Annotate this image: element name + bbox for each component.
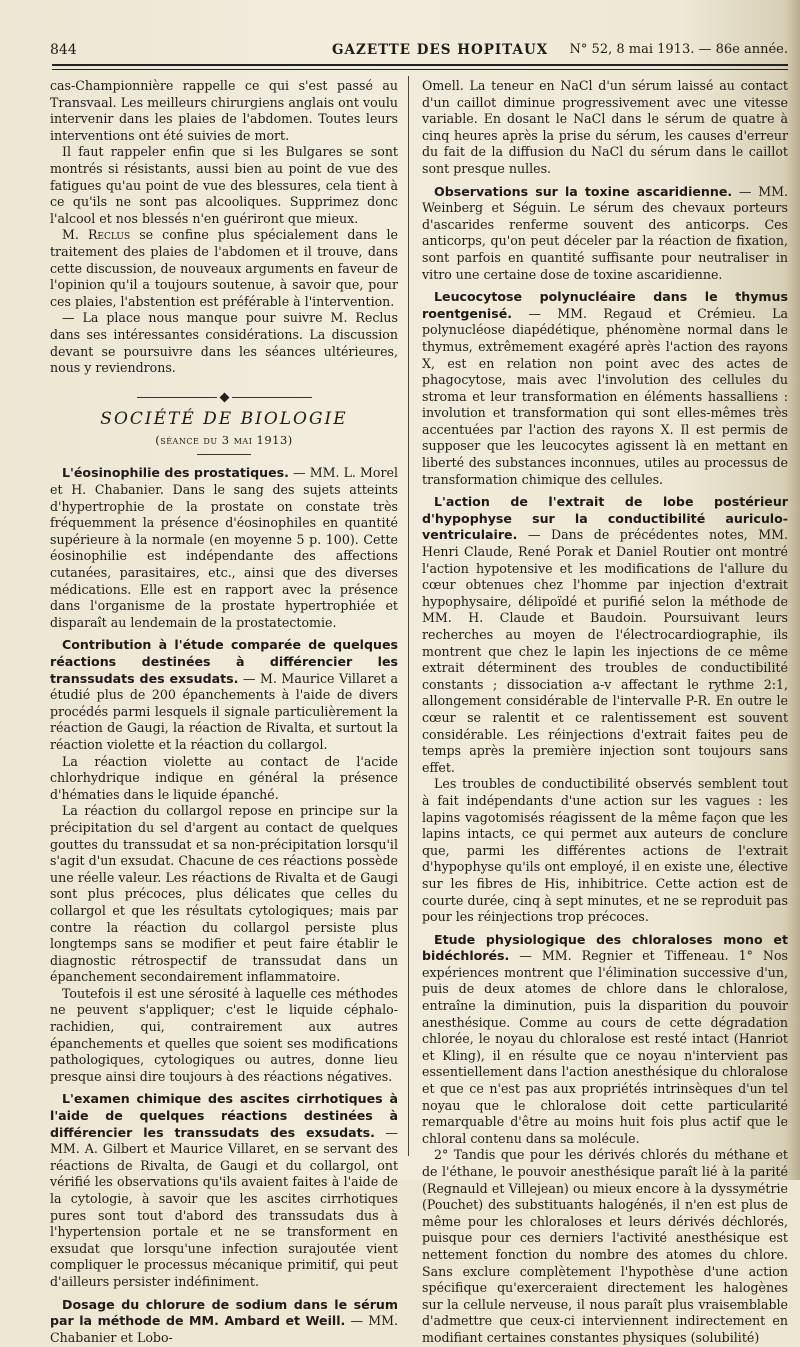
article: L'examen chimique des ascites cirrhotiques à l'aide de quelques réactions destinées à différencier les transsudats des exsudats. — MM. A. Gilbert et Maurice Villaret, en se servant des réactions de Rivalta, de Gaugi et du collargol, ont vérifié les observations qu'ils avaient faites à l'aide de la cytologie, à savoir que les ascites cirrhotiques pures sont tout d'abord des transsudats dus à l'hypertension portale et ne se transforment en exsudat que lorsqu'une infection surajoutée vient compliquer le processus mécanique primitif, qui peut d'ailleurs persister indéfiniment. xyxy=(50,1091,399,1289)
article-authors: — MM. Weinberg et Séguin. xyxy=(422,183,788,216)
article-heading: Contribution à l'étude comparée de quelques réactions destinées à différencier les transsudats des exsudats. xyxy=(50,637,398,686)
section-rule xyxy=(197,454,251,455)
paragraph: Omell. La teneur en NaCl d'un sérum laissé au contact d'un caillot diminue progressivement avec une vitesse variable. En dosant le NaCl dans le sérum de quatre à cinq heures après la prise du sérum, les causes d'erreur du fait de la diffusion du NaCl du sérum dans le caillot sont presque nulles. xyxy=(422,78,788,176)
article: Observations sur la toxine ascaridienne. — MM. Weinberg et Séguin. Le sérum des chevaux porteurs d'ascarides renferme souvent des anticorps. Ces anticorps, qu'on peut déceler par la réaction de fixation, sont parfois en quantité suffisante pour neutraliser in vitro une certaine dose de toxine ascaridienne. xyxy=(422,183,788,282)
section-date: (séance du 3 mai 1913) xyxy=(155,432,293,447)
article-heading: Leucocytose polynucléaire dans le thymus roentgenisé. xyxy=(422,289,788,321)
article-authors: — MM. Regaud et Crémieu. xyxy=(512,305,756,321)
article-authors: — MM. Regnier et Tiffeneau. xyxy=(509,948,729,964)
article-heading: Etude physiologique des chloraloses mono et bidéchlorés. xyxy=(422,931,788,964)
article: Contribution à l'étude comparée de quelques réactions destinées à différencier les transsudats des exsudats. — M. Maurice Villaret a étudié plus de 200 épanchements à l'aide de divers procédés parmi lesquels il signale particulièrement la réaction de Gaugi, la réaction de Rivalta, et surtout la réaction violette et la réaction du collargol. xyxy=(50,637,398,752)
article-heading: L'action de l'extrait de lobe postérieur d'hypophyse sur la conductibilité auriculo-ventriculaire. xyxy=(422,494,788,543)
article: Leucocytose polynucléaire dans le thymus roentgenisé. — MM. Regaud et Crémieu. La polynucléose diapédétique, phénomène normal dans le thymus, extrêmement exagéré après l'action des rayons X, est en relation non point avec des actes de phagocytose, mais avec l'involution des cellules du stroma et leur transformation en éléments hassalliens : involution et transformation qui sont elles-mêmes très accentuées par l'action des rayons X. Il est permis de supposer que les leucocytes agissent là en mettant en liberté des substances inconnues, utiles au processus de transformation chimique des cellules. xyxy=(422,289,789,487)
author-name: M. Reclus xyxy=(62,227,131,243)
section-title: SOCIÉTÉ DE BIOLOGIE xyxy=(100,409,348,430)
paragraph: M. Reclus se confine plus spécialement dans le traitement des plaies de l'abdomen et il trouve, dans cette discussion, de nouveaux arguments en faveur de l'opinion qu'il a toujours soutenue, à savoir que, pour ces plaies, l'abstention est préférable à l'intervention. xyxy=(50,227,398,309)
article-heading: L'éosinophilie des prostatiques. xyxy=(62,465,289,481)
left-column xyxy=(50,78,398,1346)
section-ornament xyxy=(50,389,398,406)
paragraph: 2° Tandis que pour les dérivés chlorés du méthane et de l'éthane, le pouvoir anesthésique paraît lié à la parité (Regnauld et Villejean) ou mieux encore à la dyssymétrie (Pouchet) des substituants halogénés, il n'en est plus de même pour les chloraloses et leurs dérivés déchlorés, puisque pour ces derniers l'activité anesthésique est nettement fonction du nombre des atomes du chlore. Sans exclure complètement l'hypothèse d'une action spécifique qu'exerceraient directement les halogènes sur la cellule nerveuse, il nous paraît plus vraisemblable d'admettre que ceux-ci interviennent indirectement en modifiant certaines constantes physiques (solubilité) xyxy=(422,1147,788,1345)
issue-info: N° 52, 8 mai 1913. — 86e année. xyxy=(569,42,788,57)
article: Etude physiologique des chloraloses mono et bidéchlorés. — MM. Regnier et Tiffeneau. 1° Nos expériences montrent que l'élimination successive d'un, puis de deux atomes de chlore dans le chloralose, entraîne la diminution, puis la disparition du pouvoir anesthésique. Comme au cours de cette dégradation chlorée, le noyau du chloralose est resté intact (Hanriot et Kling), il en résulte que ce noyau n'intervient pas essentiellement dans l'action anesthésique du chloralose et que ce n'est pas aux propriétés intrinsèques d'un tel noyau que le chloralose doit cette particularité remarquable d'être au moins huit fois plus actif que le chloral contenu dans sa molécule. xyxy=(422,931,788,1146)
article-heading: Observations sur la toxine ascaridienne. xyxy=(434,183,733,199)
right-column xyxy=(422,78,788,1347)
article: L'action de l'extrait de lobe postérieur d'hypophyse sur la conductibilité auriculo-ventriculaire. — Dans de précédentes notes, MM. Henri Claude, René Porak et Daniel Routier ont montré l'action hypotensive et les modifications de l'allure du cœur obtenues chez l'homme par injection d'extrait hypophysaire, délipoïdé et purifié selon la méthode de MM. H. Claude et Baudoin. Poursuivant leurs recherches au moyen de l'électrocardiographie, ils montrent que chez le lapin les injections de ce même extrait déterminent des troubles de conductibilité constants ; dissociation a-v affectant le rythme 2:1, allongement considérable de l'intervalle P-R. En outre le cœur se ralentit et ce ralentissement est souvent considérable. Les réinjections d'extrait faites peu de temps après la première injection sont toujours sans effet. xyxy=(422,494,788,775)
article-authors: — MM. L. Morel et H. Chabanier. xyxy=(50,465,398,498)
paragraph: Les troubles de conductibilité observés semblent tout à fait indépendants d'une action sur les vagues : les lapins vagotomisés réagissent de la même façon que les lapins intacts, ce qui permet aux auteurs de conclure que, parmi les différentes actions de l'extrait d'hypophyse qu'ils ont employé, il en existe une, élective sur les fibres de His, inhibitrice. Cette action est de courte durée, cinq à sept minutes, et ne se reproduit pas pour les réinjections trop précoces. xyxy=(422,776,788,925)
header-rule-thin xyxy=(52,69,788,70)
paragraph: La réaction du collargol repose en principe sur la précipitation du sel d'argent au contact de quelques gouttes du transsudat et sa non-précipitation lorsqu'il s'agit d'un exsudat. Chacune de ces réactions possède une réelle valeur. Les réactions de Rivalta et de Gaugi sont plus précoces, plus délicates que celles du collargol et que les résultats cytologiques; mais par contre la réaction du collargol persiste plus longtemps sans se modifier et peut faire établir le diagnostic rétrospectif de transsudat dans un épanchement secondairement inflammatoire. xyxy=(50,803,398,985)
paragraph: Toutefois il est une sérosité à laquelle ces méthodes ne peuvent s'appliquer; c'est le liquide céphalo-rachidien, qui, contrairement aux autres épanchements et quelles que soient ses modifications pathologiques, cytologiques ou autres, donne lieu presque ainsi dire toujours à des réactions négatives. xyxy=(50,985,398,1084)
article xyxy=(50,1297,398,1347)
page-header xyxy=(50,40,788,64)
page-number: 844 xyxy=(50,42,77,58)
journal-title: GAZETTE DES HOPITAUX xyxy=(332,42,549,58)
header-rule xyxy=(52,64,788,66)
article-authors: — MM. Chabanier et Lobo- xyxy=(50,1313,398,1345)
paragraph: — La place nous manque pour suivre M. Reclus dans ses intéressantes considérations. La discussion devant se poursuivre dans les séances ultérieures, nous y reviendrons. xyxy=(50,310,398,376)
article-heading: L'examen chimique des ascites cirrhotiques à l'aide de quelques réactions destinées à différencier les transsudats des exsudats. xyxy=(50,1091,398,1140)
article: L'éosinophilie des prostatiques. — MM. L. Morel et H. Chabanier. Dans le sang des sujets atteints d'hypertrophie de la prostate on constate très fréquemment la présence d'éosinophiles en quantité supérieure à la normale (en moyenne 5 p. 100). Cette éosinophilie est indépendante des affections cutanées, parasitaires, etc., ainsi que des diverses médications. Elle est en rapport avec la présence dans l'organisme de la prostate hypertrophiée et disparaît au lendemain de la prostatectomie. xyxy=(50,465,398,630)
paragraph: Il faut rappeler enfin que si les Bulgares se sont montrés si résistants, aussi bien au point de vue des fatigues qu'au point de vue des blessures, cela tient à ce qu'ils ne sont pas alcooliques. Supprimez donc l'alcool et nos blessés n'en guériront que mieux. xyxy=(50,144,398,226)
paragraph: cas-Championnière rappelle ce qui s'est passé au Transvaal. Les meilleurs chirurgiens anglais ont voulu intervenir dans les plaies de l'abdomen. Toutes leurs interventions ont été suivies de mort. xyxy=(50,78,398,143)
article-heading: Dosage du chlorure de sodium dans le sérum par la méthode de MM. Ambard et Weill. xyxy=(50,1296,398,1329)
article-authors: — M. Maurice Villaret xyxy=(238,670,386,686)
article-authors: — MM. A. Gilbert et Maurice Villaret, xyxy=(50,1124,398,1157)
article-authors: — Dans de précédentes notes, MM. Henri Claude, René Porak et Daniel Routier xyxy=(422,527,788,560)
column-divider xyxy=(408,76,409,1156)
paragraph: La réaction violette au contact de l'acide chlorhydrique indique en général la présence d'hématies dans le liquide épanché. xyxy=(50,753,398,802)
